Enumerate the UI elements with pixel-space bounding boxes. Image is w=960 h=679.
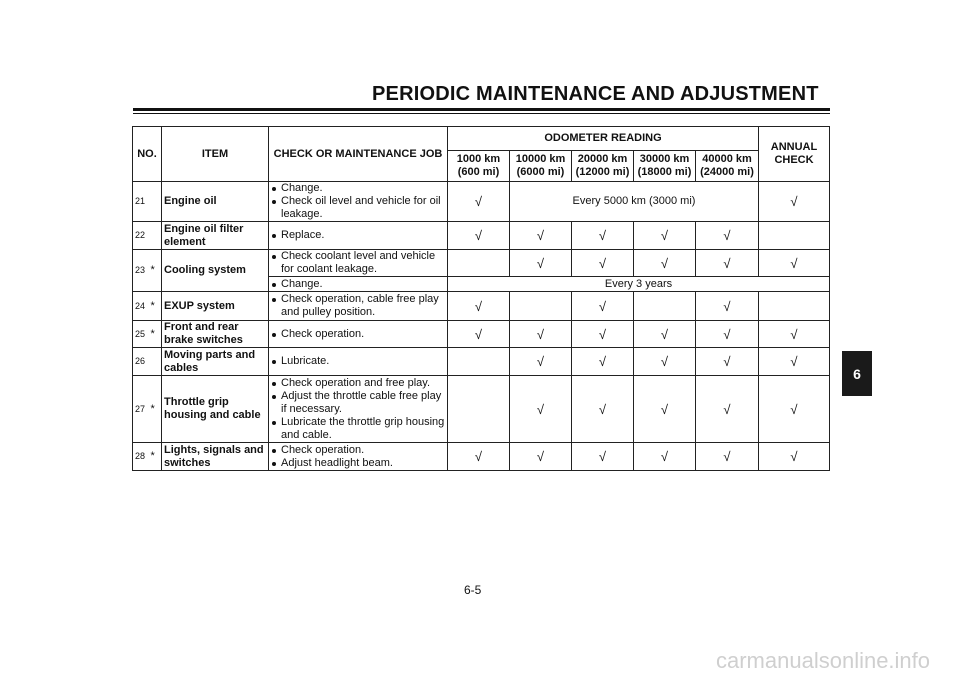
empty-cell xyxy=(448,376,510,443)
page-number: 6-5 xyxy=(464,583,482,597)
header-interval: 30000 km (18000 mi) xyxy=(634,151,696,182)
check-mark: √ xyxy=(572,321,634,348)
row-jobs: Check operation. xyxy=(269,321,448,348)
empty-cell xyxy=(759,222,830,250)
check-mark: √ xyxy=(572,348,634,376)
row-star xyxy=(149,182,162,222)
check-mark: √ xyxy=(572,376,634,443)
table-row xyxy=(133,443,830,471)
table-row xyxy=(133,222,830,250)
header-interval: 10000 km (6000 mi) xyxy=(510,151,572,182)
row-item: EXUP system xyxy=(162,292,269,321)
check-mark: √ xyxy=(572,443,634,471)
row-number: 27 xyxy=(133,376,149,443)
row-item: Engine oil filter element xyxy=(162,222,269,250)
page-title: PERIODIC MAINTENANCE AND ADJUSTMENT xyxy=(372,83,819,105)
row-jobs: Change. Check oil level and vehicle for oil leakage. xyxy=(269,182,448,222)
check-mark: √ xyxy=(634,250,696,277)
check-mark: √ xyxy=(634,376,696,443)
row-number: 22 xyxy=(133,222,149,250)
table-row xyxy=(133,292,830,321)
check-mark: √ xyxy=(510,222,572,250)
check-mark: √ xyxy=(696,443,759,471)
row-star: * xyxy=(149,292,162,321)
check-mark: √ xyxy=(759,182,830,222)
check-mark: √ xyxy=(759,321,830,348)
check-mark: √ xyxy=(634,321,696,348)
chapter-tab[interactable]: 6 xyxy=(842,351,872,396)
header-interval: 20000 km (12000 mi) xyxy=(572,151,634,182)
check-mark: √ xyxy=(448,321,510,348)
check-mark: √ xyxy=(510,443,572,471)
watermark: carmanualsonline.info xyxy=(716,648,931,673)
row-star xyxy=(149,348,162,376)
check-mark: √ xyxy=(510,250,572,277)
empty-cell xyxy=(510,292,572,321)
check-mark: √ xyxy=(759,348,830,376)
row-number: 24 xyxy=(133,292,149,321)
title-rule xyxy=(133,108,830,111)
interval-note: Every 3 years xyxy=(448,277,830,292)
check-mark: √ xyxy=(634,348,696,376)
check-mark: √ xyxy=(572,250,634,277)
check-mark: √ xyxy=(572,292,634,321)
check-mark: √ xyxy=(510,348,572,376)
check-mark: √ xyxy=(634,222,696,250)
row-number: 23 xyxy=(133,250,149,292)
header-interval: 40000 km (24000 mi) xyxy=(696,151,759,182)
check-mark: √ xyxy=(759,250,830,277)
row-number: 21 xyxy=(133,182,149,222)
check-mark: √ xyxy=(572,222,634,250)
row-number: 25 xyxy=(133,321,149,348)
row-jobs: Replace. xyxy=(269,222,448,250)
check-mark: √ xyxy=(448,182,510,222)
row-jobs: Check operation, cable free play and pulley position. xyxy=(269,292,448,321)
row-star: * xyxy=(149,443,162,471)
check-mark: √ xyxy=(696,292,759,321)
row-star: * xyxy=(149,321,162,348)
row-jobs: Check coolant level and vehicle for coolant leakage. xyxy=(269,250,448,277)
header-item: ITEM xyxy=(162,127,269,182)
row-star: * xyxy=(149,376,162,443)
check-mark: √ xyxy=(448,222,510,250)
row-item: Throttle grip housing and cable xyxy=(162,376,269,443)
row-item: Front and rear brake switches xyxy=(162,321,269,348)
check-mark: √ xyxy=(759,376,830,443)
check-mark: √ xyxy=(696,376,759,443)
row-item: Engine oil xyxy=(162,182,269,222)
row-star xyxy=(149,222,162,250)
check-mark: √ xyxy=(759,443,830,471)
check-mark: √ xyxy=(510,376,572,443)
row-jobs: Change. xyxy=(269,277,448,292)
title-rule-thin xyxy=(133,113,830,114)
table-row xyxy=(133,182,830,222)
check-mark: √ xyxy=(696,250,759,277)
check-mark: √ xyxy=(696,348,759,376)
header-odometer: ODOMETER READING xyxy=(448,127,759,151)
row-jobs: Check operation and free play. Adjust the throttle cable free play if necessary. Lubricate the throttle grip housing and cable. xyxy=(269,376,448,443)
row-number: 26 xyxy=(133,348,149,376)
table-row xyxy=(133,376,830,443)
check-mark: √ xyxy=(510,321,572,348)
table-row xyxy=(133,250,830,277)
row-jobs: Check operation. Adjust headlight beam. xyxy=(269,443,448,471)
interval-note: Every 5000 km (3000 mi) xyxy=(510,182,759,222)
header-interval: 1000 km (600 mi) xyxy=(448,151,510,182)
row-item: Cooling system xyxy=(162,250,269,292)
row-jobs: Lubricate. xyxy=(269,348,448,376)
empty-cell xyxy=(448,250,510,277)
check-mark: √ xyxy=(696,321,759,348)
row-item: Lights, signals and switches xyxy=(162,443,269,471)
empty-cell xyxy=(759,292,830,321)
header-job: CHECK OR MAINTENANCE JOB xyxy=(269,127,448,182)
header-annual: ANNUAL CHECK xyxy=(759,127,830,182)
check-mark: √ xyxy=(634,443,696,471)
header-no: NO. xyxy=(133,127,162,182)
table-row xyxy=(133,348,830,376)
row-star: * xyxy=(149,250,162,292)
check-mark: √ xyxy=(448,292,510,321)
table-row xyxy=(133,321,830,348)
maintenance-table xyxy=(132,126,830,471)
empty-cell xyxy=(634,292,696,321)
check-mark: √ xyxy=(696,222,759,250)
empty-cell xyxy=(448,348,510,376)
row-item: Moving parts and cables xyxy=(162,348,269,376)
row-number: 28 xyxy=(133,443,149,471)
check-mark: √ xyxy=(448,443,510,471)
